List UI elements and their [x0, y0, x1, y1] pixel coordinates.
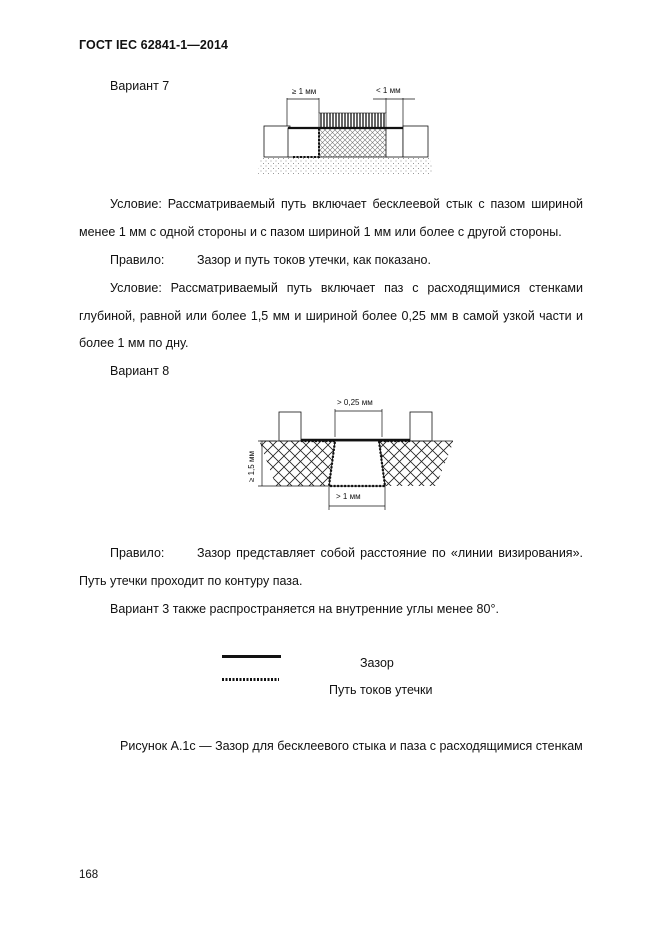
groove: [329, 441, 385, 486]
base-ground: [258, 157, 433, 175]
variant7-label-left: ≥ 1 мм: [292, 87, 317, 96]
variant8-title: Вариант 8: [110, 364, 170, 378]
variant7-condition-line1: Условие: Рассматриваемый путь включает бесклеевой стык с пазом шириной: [110, 197, 583, 211]
variant8-label-bottom: > 1 мм: [336, 492, 361, 501]
variant8-note: Вариант 3 также распространяется на внутренние углы менее 80°.: [110, 602, 499, 616]
variant7-rule-text: Зазор и путь токов утечки, как показано.: [197, 253, 431, 267]
variant8-figure: [240, 390, 455, 520]
block-left: [279, 412, 301, 441]
joint-insulation: [319, 128, 387, 157]
variant7-condition-line2: менее 1 мм с одной стороны и с пазом шириной 1 мм или более с другой стороны.: [79, 225, 562, 239]
variant7-figure: [255, 80, 445, 185]
variant8-rule-line2: Путь утечки проходит по контуру паза.: [79, 574, 303, 588]
variant8-condition-line1: Условие: Рассматриваемый путь включает паз с расходящимися стенками: [110, 281, 583, 295]
variant8-condition-line2: глубиной, равной или более 1,5 мм и шириной более 0,25 мм в самой узкой части и: [79, 309, 583, 323]
variant8-label-depth: ≥ 1,5 мм: [247, 451, 256, 482]
block-left-outer: [264, 126, 290, 157]
variant8-rule-label: Правило:: [110, 546, 165, 560]
block-right-outer: [403, 126, 428, 157]
ridge-hatching: [319, 113, 386, 128]
variant7-title: Вариант 7: [110, 79, 170, 93]
legend-creepage-line: [222, 678, 279, 681]
block-right: [410, 412, 432, 441]
variant7-rule-label: Правило:: [110, 253, 165, 267]
block-left-inner: [288, 128, 319, 157]
figure-caption: Рисунок А.1с — Зазор для бесклеевого стыка и паза с расходящимися стенкам: [120, 739, 583, 753]
legend-gap-label: Зазор: [360, 656, 394, 670]
variant8-label-top: > 0,25 мм: [337, 398, 373, 407]
variant8-rule-line1: Зазор представляет собой расстояние по «линии визирования».: [197, 546, 583, 560]
variant7-label-right: < 1 мм: [376, 86, 401, 95]
legend-creepage-label: Путь токов утечки: [329, 683, 433, 697]
variant8-condition-line3: более 1 мм по дну.: [79, 336, 189, 350]
block-right-inner: [386, 128, 403, 157]
page-number: 168: [79, 869, 99, 881]
document-header: ГОСТ IEC 62841-1—2014: [79, 38, 229, 52]
legend-gap-line: [222, 655, 281, 658]
